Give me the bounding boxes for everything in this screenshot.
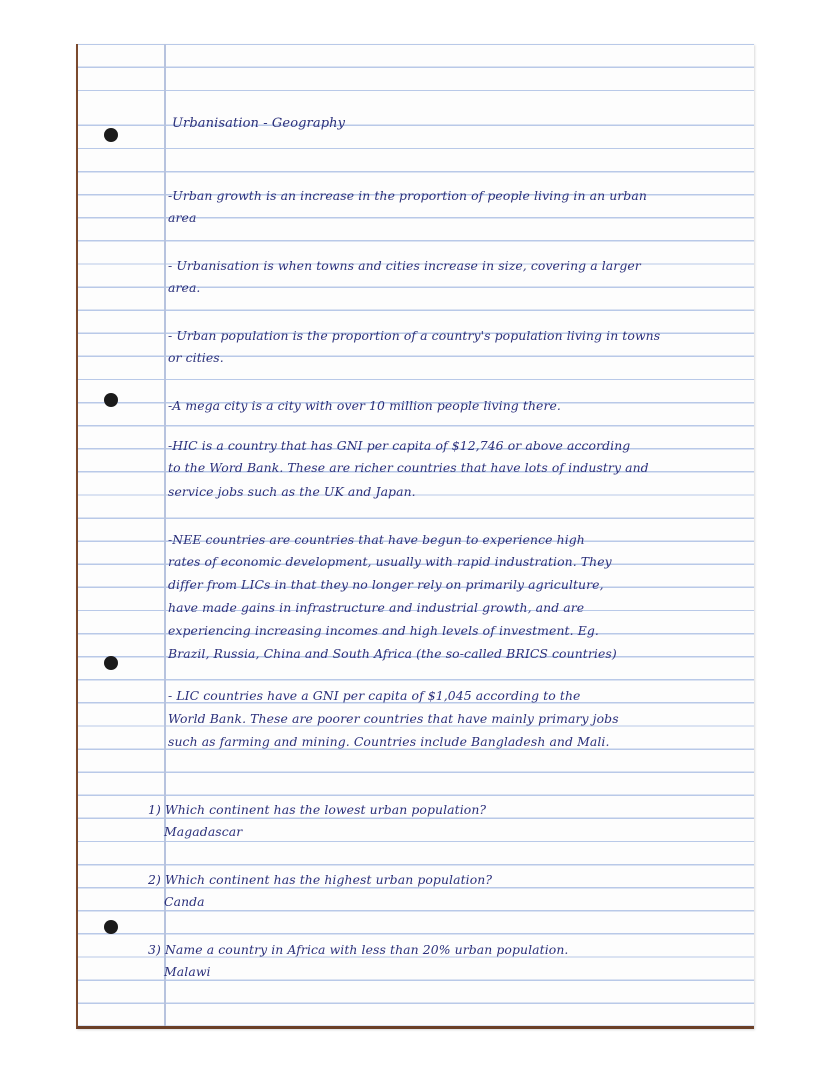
question-line: 3) Name a country in Africa with less than 20% urban population.	[148, 942, 569, 957]
note-line: service jobs such as the UK and Japan.	[168, 484, 416, 499]
note-line: differ from LICs in that they no longer rely on primarily agriculture,	[168, 577, 604, 592]
note-line: -NEE countries are countries that have begun to experience high	[168, 532, 585, 547]
lined-paper-sheet	[76, 44, 754, 1029]
punch-hole	[104, 920, 118, 934]
answer-line: Magadascar	[164, 824, 243, 839]
note-line: - Urban population is the proportion of a country's population living in towns	[168, 328, 661, 343]
question-line: 2) Which continent has the highest urban population?	[148, 872, 493, 887]
note-line: World Bank. These are poorer countries that have mainly primary jobs	[168, 711, 619, 726]
punch-hole	[104, 656, 118, 670]
note-line: -A mega city is a city with over 10 million people living there.	[168, 398, 561, 413]
note-line: such as farming and mining. Countries include Bangladesh and Mali.	[168, 734, 610, 749]
note-line: -Urban growth is an increase in the proportion of people living in an urban	[168, 188, 647, 203]
answer-line: Malawi	[164, 964, 211, 979]
note-line: Brazil, Russia, China and South Africa (the so-called BRICS countries)	[168, 646, 617, 661]
note-line: or cities.	[168, 350, 224, 365]
page-title: Urbanisation - Geography	[172, 116, 346, 131]
note-line: area	[168, 210, 197, 225]
note-line: rates of economic development, usually with rapid industration. They	[168, 554, 612, 569]
note-line: -HIC is a country that has GNI per capita of $12,746 or above according	[168, 438, 631, 453]
answer-line: Canda	[164, 894, 205, 909]
note-line: - Urbanisation is when towns and cities increase in size, covering a larger	[168, 258, 641, 273]
note-line: experiencing increasing incomes and high levels of investment. Eg.	[168, 623, 599, 638]
punch-hole	[104, 128, 118, 142]
note-line: - LIC countries have a GNI per capita of $1,045 according to the	[168, 688, 581, 703]
note-line: to the Word Bank. These are richer countries that have lots of industry and	[168, 460, 649, 475]
punch-hole	[104, 393, 118, 407]
note-line: area.	[168, 280, 201, 295]
note-line: have made gains in infrastructure and industrial growth, and are	[168, 600, 585, 615]
question-line: 1) Which continent has the lowest urban population?	[148, 802, 487, 817]
